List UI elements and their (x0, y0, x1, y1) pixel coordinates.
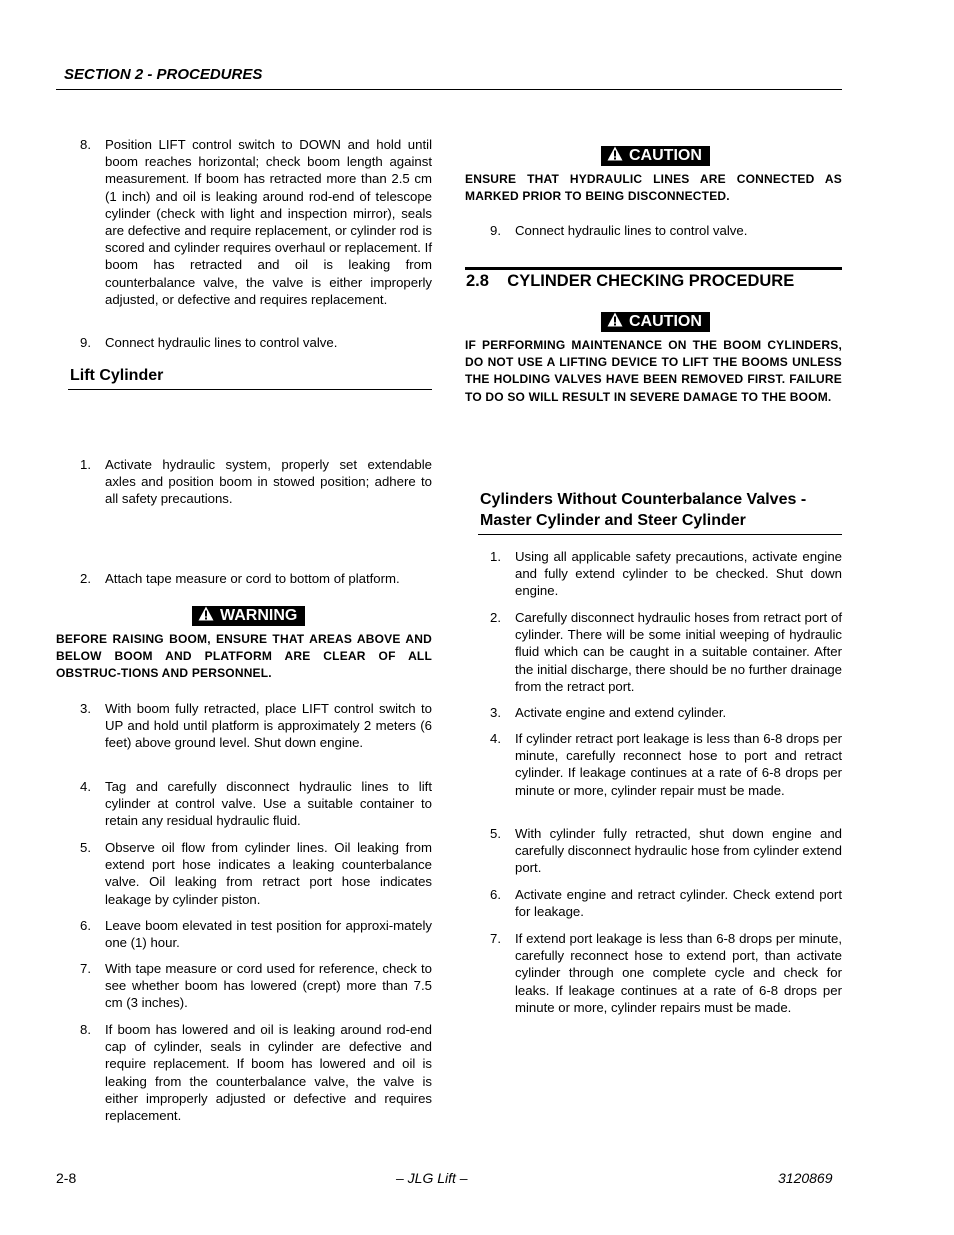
list-item (490, 704, 842, 721)
item-text: Leave boom elevated in test position for approxi-mately one (1) hour. (105, 918, 432, 951)
item-text: Using all applicable safety precautions, activate engine and fully extend cylinder to be checked. Shut down engine. (515, 549, 842, 599)
item-number: 7. (490, 931, 501, 946)
item-text: Attach tape measure or cord to bottom of platform. (105, 571, 400, 586)
item-text: If extend port leakage is less than 6-8 drops per minute, carefully reconnect hose to extend port, than activate cylinder through one complete cycle and check for leaks. If leakage continues at a rate of 6-8 drops per minute or more, cylinder repairs must be made. (515, 931, 842, 1015)
lift-cylinder-heading: Lift Cylinder (70, 367, 164, 384)
item-number: 3. (80, 701, 91, 716)
document-number: 3120869 (778, 1170, 833, 1186)
caution-label: CAUTION (629, 147, 702, 164)
section-header: SECTION 2 - PROCEDURES (64, 66, 263, 83)
warning-label: WARNING (220, 607, 298, 624)
item-text: With boom fully retracted, place LIFT control switch to UP and hold until platform is approximately 2 meters (6 feet) above ground level. Shut down engine. (105, 701, 432, 751)
item-number: 4. (80, 779, 91, 794)
list-item (80, 917, 432, 951)
subheading-line1: Cylinders Without Counterbalance Valves - (480, 491, 807, 508)
item-number: 2. (80, 571, 91, 586)
caution-label: CAUTION (629, 313, 702, 330)
list-item (490, 222, 842, 239)
list-item (80, 778, 432, 830)
item-text: With cylinder fully retracted, shut down engine and carefully disconnect hydraulic hose from cylinder extend port. (515, 826, 842, 876)
subheading-line2: Master Cylinder and Steer Cylinder (480, 512, 746, 529)
item-number: 3. (490, 705, 501, 720)
caution-badge (601, 312, 710, 332)
item-text: With tape measure or cord used for reference, check to see whether boom has lowered (crept) more than 7.5 cm (3 inches). (105, 961, 432, 1011)
item-text: Activate hydraulic system, properly set extendable axles and position boom in stowed position; adhere to all safety precautions. (105, 457, 432, 507)
item-text: Activate engine and retract cylinder. Check extend port for leakage. (515, 887, 842, 920)
heading-rule (478, 534, 842, 535)
item-text: Carefully disconnect hydraulic hoses from retract port of cylinder. There will be some initial weeping of hydraulic fluid which can be caught in a suitable container. After the initial discharge, there should be no further drainage from the retract port. (515, 610, 842, 694)
item-number: 4. (490, 731, 501, 746)
list-item (490, 825, 842, 877)
item-text: If boom has lowered and oil is leaking around rod-end cap of cylinder, seals in cylinder are defective and require replacement. If boom has lowered and oil is leaking from the counterbalance valve, the valve is either improperly adjusted or defective and requires replacement. (105, 1022, 432, 1124)
list-item (490, 930, 842, 1016)
item-text: Observe oil flow from cylinder lines. Oil leaking from extend port hose indicates a leaking counterbalance valve. Oil leaking from retract port hose indicates leakage by cylinder piston. (105, 840, 432, 907)
caution-text: IF PERFORMING MAINTENANCE ON THE BOOM CYLINDERS, DO NOT USE A LIFTING DEVICE TO LIFT THE BOOMS UNLESS THE HOLDING VALVES HAVE BEEN REMOVED FIRST. FAILURE TO DO SO WILL RESULT IN SEVERE DAMAGE TO THE BOOM. (465, 338, 842, 404)
list-item (80, 700, 432, 752)
item-number: 5. (80, 840, 91, 855)
item-text: If cylinder retract port leakage is less than 6-8 drops per minute, carefully reconnect hose to port and retract cylinder. If leakage continues at a rate of 6-8 drops per minute or more, cylinder repair must be made. (515, 731, 842, 798)
list-item (490, 548, 842, 600)
item-number: 5. (490, 826, 501, 841)
item-number: 8. (80, 1022, 91, 1037)
item-number: 7. (80, 961, 91, 976)
list-item (80, 334, 432, 351)
item-number: 6. (490, 887, 501, 902)
warning-triangle-icon (607, 312, 623, 327)
item-text: Connect hydraulic lines to control valve. (105, 335, 338, 350)
list-item (80, 960, 432, 1012)
list-item (490, 609, 842, 695)
item-text: Connect hydraulic lines to control valve. (515, 223, 748, 238)
item-number: 9. (80, 335, 91, 350)
list-item (490, 886, 842, 920)
header-rule (56, 89, 842, 90)
caution-badge (601, 146, 710, 166)
item-text: Position LIFT control switch to DOWN and hold until boom reaches horizontal; check boom length against measurement. If boom has retracted more than 2.5 cm (1 inch) and oil is leaking around rod-end of telescope cylinder (check with light and inspection mirror), seals are defective and require replacement, or cylinder rod is scored and cylinder requires overhaul or replacement. If boom has retracted and oil is leaking from counterbalance valve, the valve is either improperly adjusted, or defective and requires replacement. (105, 137, 432, 307)
list-item (80, 136, 432, 308)
footer-brand: – JLG Lift – (396, 1170, 468, 1186)
list-item (80, 570, 432, 587)
item-number: 1. (490, 549, 501, 564)
item-number: 6. (80, 918, 91, 933)
heading-rule (68, 389, 432, 390)
caution-text: ENSURE THAT HYDRAULIC LINES ARE CONNECTED AS MARKED PRIOR TO BEING DISCONNECTED. (465, 172, 842, 204)
item-number: 1. (80, 457, 91, 472)
item-text: Activate engine and extend cylinder. (515, 705, 727, 720)
section-rule (465, 267, 842, 270)
list-item (80, 1021, 432, 1124)
warning-triangle-icon (198, 606, 214, 621)
warning-triangle-icon (607, 146, 623, 161)
warning-text: BEFORE RAISING BOOM, ENSURE THAT AREAS ABOVE AND BELOW BOOM AND PLATFORM ARE CLEAR OF ALL OBSTRUC-TIONS AND PERSONNEL. (56, 632, 432, 681)
list-item (80, 839, 432, 908)
item-number: 9. (490, 223, 501, 238)
warning-badge (192, 606, 305, 626)
section-heading: 2.8 CYLINDER CHECKING PROCEDURE (466, 272, 795, 290)
list-item (490, 730, 842, 799)
item-text: Tag and carefully disconnect hydraulic lines to lift cylinder at control valve. Use a suitable container to retain any residual hydraulic fluid. (105, 779, 432, 829)
list-item (80, 456, 432, 508)
item-number: 8. (80, 137, 91, 152)
page-number: 2-8 (56, 1170, 77, 1186)
item-number: 2. (490, 610, 501, 625)
